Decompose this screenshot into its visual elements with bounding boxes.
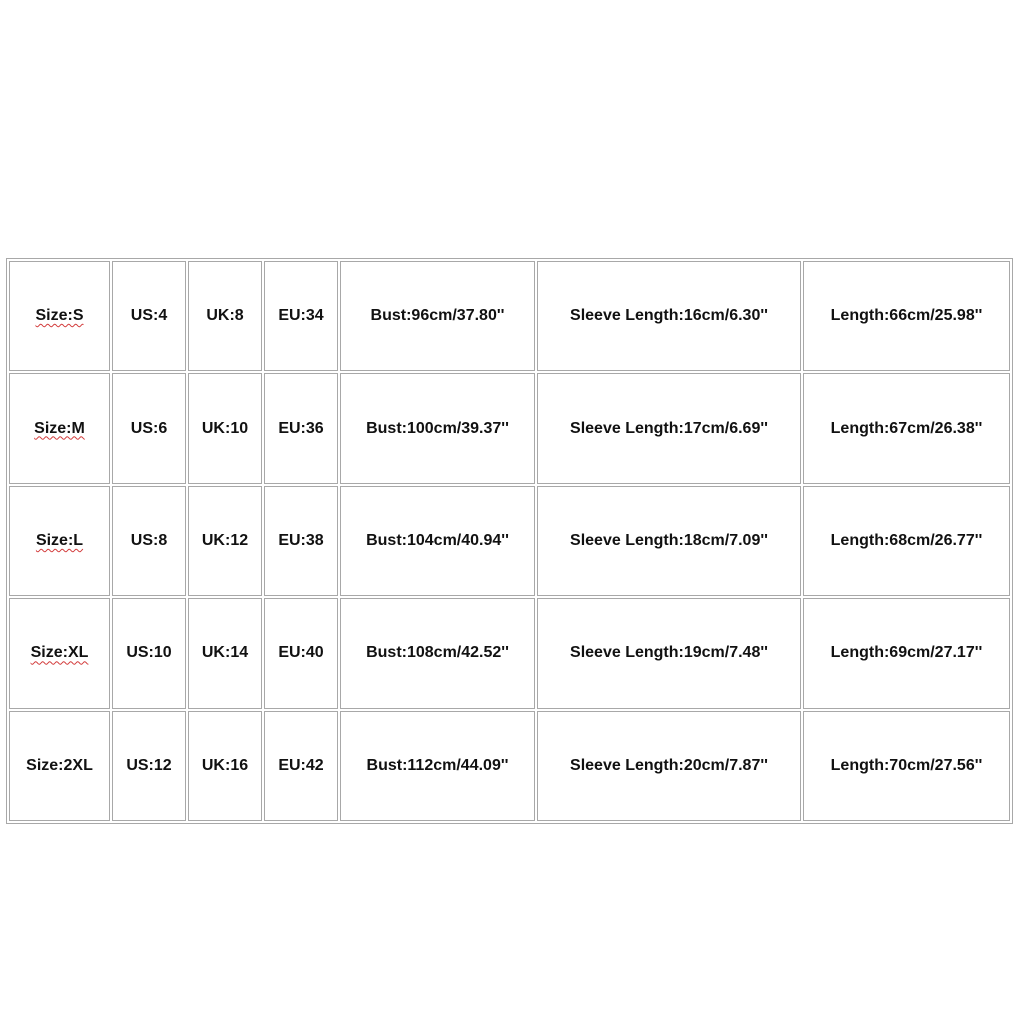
size-cell	[9, 373, 110, 483]
bust-cell: Bust:112cm/44.09''	[340, 711, 535, 821]
table-row	[9, 711, 1010, 821]
sleeve-length-cell: Sleeve Length:19cm/7.48''	[537, 598, 801, 708]
table-row	[9, 486, 1010, 596]
uk-size-cell: UK:8	[188, 261, 262, 371]
uk-size-cell: UK:14	[188, 598, 262, 708]
size-chart-table	[6, 258, 1013, 824]
bust-cell: Bust:96cm/37.80''	[340, 261, 535, 371]
length-cell: Length:68cm/26.77''	[803, 486, 1010, 596]
size-cell	[9, 711, 110, 821]
uk-size-cell: UK:12	[188, 486, 262, 596]
size-cell	[9, 261, 110, 371]
size-label: Size:XL	[30, 644, 89, 662]
us-size-cell: US:8	[112, 486, 186, 596]
size-cell	[9, 598, 110, 708]
table-row	[9, 261, 1010, 371]
size-label: Size:S	[35, 307, 84, 325]
table-row	[9, 373, 1010, 483]
size-label: Size:2XL	[26, 756, 93, 774]
table-row	[9, 598, 1010, 708]
eu-size-cell: EU:42	[264, 711, 338, 821]
sleeve-length-cell: Sleeve Length:16cm/6.30''	[537, 261, 801, 371]
sleeve-length-cell: Sleeve Length:17cm/6.69''	[537, 373, 801, 483]
sleeve-length-cell: Sleeve Length:18cm/7.09''	[537, 486, 801, 596]
bust-cell: Bust:100cm/39.37''	[340, 373, 535, 483]
size-cell	[9, 486, 110, 596]
bust-cell: Bust:108cm/42.52''	[340, 598, 535, 708]
length-cell: Length:67cm/26.38''	[803, 373, 1010, 483]
eu-size-cell: EU:36	[264, 373, 338, 483]
length-cell: Length:69cm/27.17''	[803, 598, 1010, 708]
us-size-cell: US:12	[112, 711, 186, 821]
us-size-cell: US:10	[112, 598, 186, 708]
uk-size-cell: UK:16	[188, 711, 262, 821]
length-cell: Length:66cm/25.98''	[803, 261, 1010, 371]
size-label: Size:L	[35, 531, 84, 549]
eu-size-cell: EU:34	[264, 261, 338, 371]
sleeve-length-cell: Sleeve Length:20cm/7.87''	[537, 711, 801, 821]
eu-size-cell: EU:40	[264, 598, 338, 708]
eu-size-cell: EU:38	[264, 486, 338, 596]
us-size-cell: US:4	[112, 261, 186, 371]
size-label: Size:M	[34, 419, 85, 437]
bust-cell: Bust:104cm/40.94''	[340, 486, 535, 596]
uk-size-cell: UK:10	[188, 373, 262, 483]
length-cell: Length:70cm/27.56''	[803, 711, 1010, 821]
us-size-cell: US:6	[112, 373, 186, 483]
